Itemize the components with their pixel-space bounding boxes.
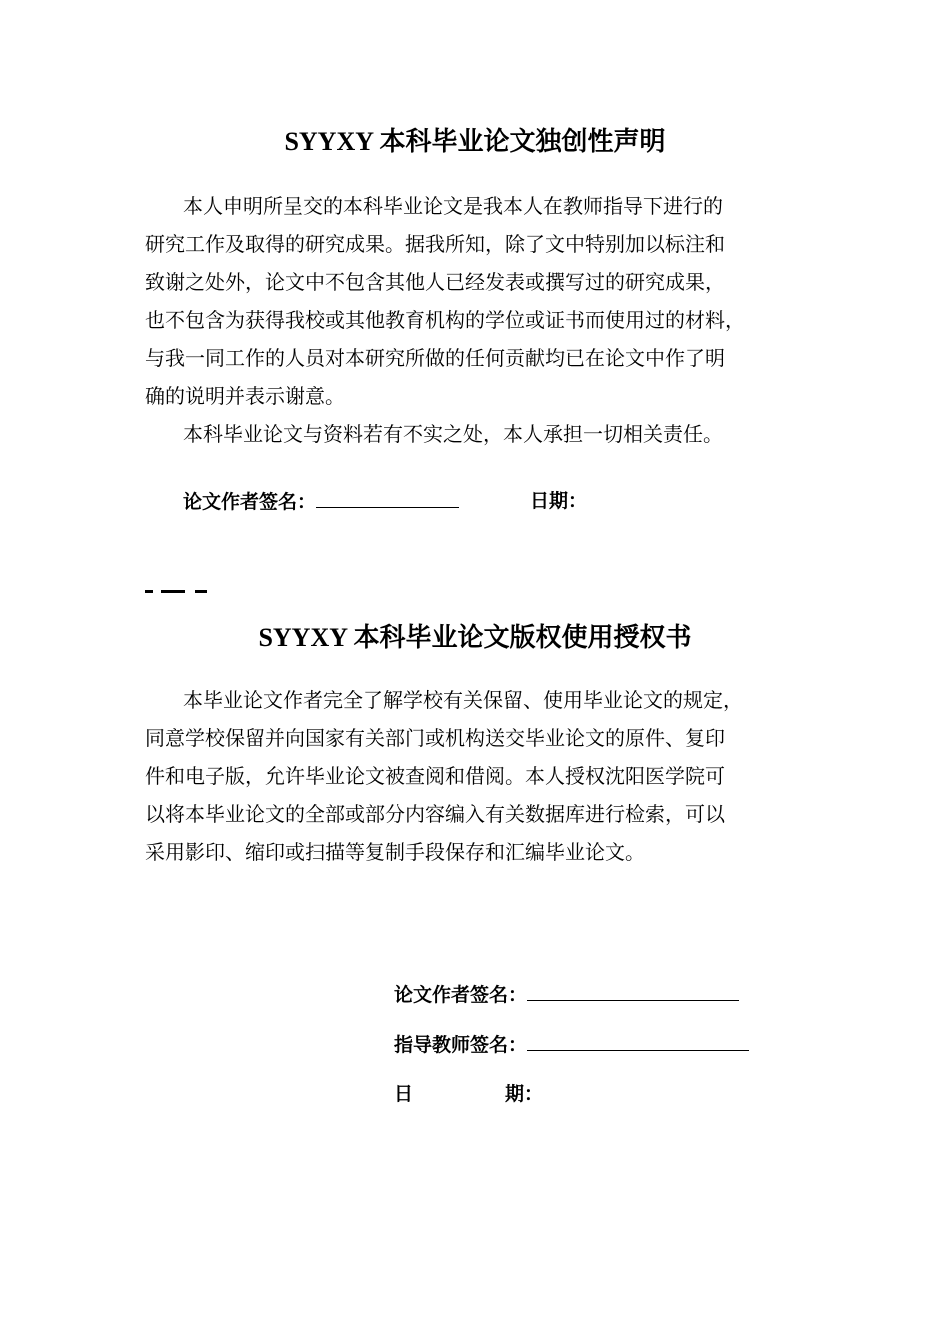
advisor-signature-label: 指导教师签名： — [394, 1034, 528, 1056]
separator-dash — [195, 590, 207, 593]
declaration-line: 研究工作及取得的研究成果。据我所知，除了文中特别加以标注和 — [145, 232, 725, 256]
authorization-paragraph — [145, 681, 845, 871]
date-label-char-1: 日 — [394, 1083, 414, 1105]
date-label: 日期： — [530, 490, 588, 512]
advisor-signature-blank[interactable] — [527, 1030, 749, 1051]
separator-dash — [145, 590, 153, 593]
declaration-date-row — [530, 487, 587, 515]
declaration-line: 也不包含为获得我校或其他教育机构的学位或证书而使用过的材料， — [145, 308, 745, 332]
declaration-line: 与我一同工作的人员对本研究所做的任何贡献均已在论文中作了明 — [145, 346, 725, 370]
declaration-line: 本人申明所呈交的本科毕业论文是我本人在教师指导下进行的 — [183, 194, 723, 218]
author-signature-blank[interactable] — [527, 980, 739, 1001]
date-label-char-2: 期： — [505, 1083, 544, 1105]
authorization-line: 本毕业论文作者完全了解学校有关保留、使用毕业论文的规定， — [183, 688, 743, 712]
authorization-line: 同意学校保留并向国家有关部门或机构送交毕业论文的原件、复印 — [145, 726, 725, 750]
declaration-title: SYYXY 本科毕业论文独创性声明 — [284, 127, 666, 156]
declaration-line: 致谢之处外，论文中不包含其他人已经发表或撰写过的研究成果， — [145, 270, 725, 294]
authorization-line: 件和电子版，允许毕业论文被查阅和借阅。本人授权沈阳医学院可 — [145, 764, 725, 788]
authorization-advisor-row — [394, 1030, 749, 1059]
authorization-title: SYYXY 本科毕业论文版权使用授权书 — [258, 623, 692, 652]
responsibility-paragraph — [145, 415, 845, 453]
authorization-line: 采用影印、缩印或扫描等复制手段保存和汇编毕业论文。 — [145, 840, 645, 864]
authorization-line: 以将本毕业论文的全部或部分内容编入有关数据库进行检索，可以 — [145, 802, 725, 826]
authorization-author-row — [394, 980, 739, 1009]
author-signature-label: 论文作者签名： — [183, 491, 317, 513]
authorization-date-row-end — [505, 1080, 543, 1108]
separator-dash — [161, 590, 185, 593]
declaration-paragraph — [145, 187, 845, 415]
declaration-line: 确的说明并表示谢意。 — [145, 384, 345, 408]
authorization-date-row — [394, 1080, 413, 1108]
author-signature-label: 论文作者签名： — [394, 984, 528, 1006]
author-signature-blank[interactable] — [316, 487, 459, 508]
declaration-signature-row — [183, 487, 459, 516]
responsibility-line: 本科毕业论文与资料若有不实之处，本人承担一切相关责任。 — [183, 422, 723, 446]
